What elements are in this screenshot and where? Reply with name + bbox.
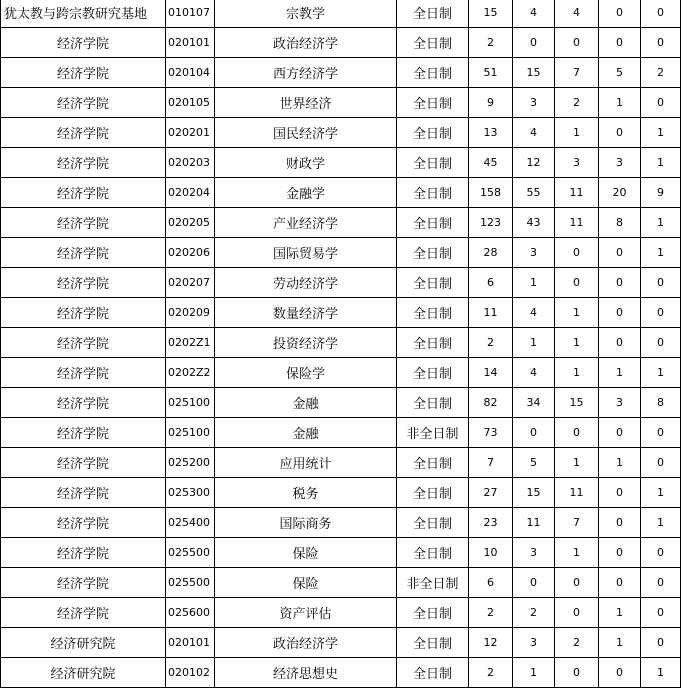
count-1-cell: 10 — [469, 538, 513, 568]
table-row — [1, 88, 681, 118]
major-code-cell: 0202Z2 — [166, 358, 215, 388]
count-5-cell: 0 — [641, 448, 681, 478]
count-4-cell: 0 — [599, 568, 641, 598]
study-mode-cell: 全日制 — [397, 28, 469, 58]
count-3-cell: 7 — [555, 508, 599, 538]
count-4-cell: 1 — [599, 88, 641, 118]
study-mode-cell: 全日制 — [397, 448, 469, 478]
table-row — [1, 328, 681, 358]
count-5-cell: 1 — [641, 358, 681, 388]
major-name-cell: 产业经济学 — [215, 208, 397, 238]
college-cell: 经济学院 — [1, 238, 166, 268]
college-cell: 经济学院 — [1, 538, 166, 568]
count-5-cell: 0 — [641, 568, 681, 598]
count-3-cell: 0 — [555, 418, 599, 448]
college-cell: 经济学院 — [1, 178, 166, 208]
major-name-cell: 保险学 — [215, 358, 397, 388]
count-1-cell: 23 — [469, 508, 513, 538]
table-row — [1, 118, 681, 148]
count-4-cell: 0 — [599, 28, 641, 58]
count-2-cell: 55 — [513, 178, 555, 208]
count-1-cell: 2 — [469, 598, 513, 628]
count-4-cell: 0 — [599, 0, 641, 28]
college-cell: 经济学院 — [1, 388, 166, 418]
count-4-cell: 1 — [599, 358, 641, 388]
count-1-cell: 2 — [469, 328, 513, 358]
study-mode-cell: 全日制 — [397, 148, 469, 178]
study-mode-cell: 全日制 — [397, 538, 469, 568]
count-5-cell: 0 — [641, 0, 681, 28]
count-4-cell: 0 — [599, 238, 641, 268]
major-name-cell: 资产评估 — [215, 598, 397, 628]
table-row — [1, 508, 681, 538]
count-2-cell: 12 — [513, 148, 555, 178]
count-2-cell: 15 — [513, 478, 555, 508]
count-4-cell: 0 — [599, 478, 641, 508]
count-4-cell: 1 — [599, 598, 641, 628]
table-row — [1, 478, 681, 508]
study-mode-cell: 全日制 — [397, 508, 469, 538]
count-5-cell: 1 — [641, 478, 681, 508]
count-4-cell: 1 — [599, 448, 641, 478]
count-4-cell: 20 — [599, 178, 641, 208]
count-1-cell: 27 — [469, 478, 513, 508]
count-1-cell: 12 — [469, 628, 513, 658]
count-5-cell: 0 — [641, 538, 681, 568]
major-code-cell: 020101 — [166, 628, 215, 658]
count-3-cell: 0 — [555, 598, 599, 628]
count-1-cell: 2 — [469, 28, 513, 58]
study-mode-cell: 全日制 — [397, 658, 469, 688]
major-name-cell: 国民经济学 — [215, 118, 397, 148]
count-5-cell: 0 — [641, 598, 681, 628]
major-name-cell: 经济思想史 — [215, 658, 397, 688]
table-row — [1, 658, 681, 688]
count-4-cell: 8 — [599, 208, 641, 238]
table-row — [1, 148, 681, 178]
college-cell: 经济学院 — [1, 148, 166, 178]
major-code-cell: 010107 — [166, 0, 215, 28]
count-4-cell: 1 — [599, 628, 641, 658]
table-row — [1, 298, 681, 328]
table-row — [1, 358, 681, 388]
count-3-cell: 11 — [555, 178, 599, 208]
count-3-cell: 0 — [555, 568, 599, 598]
major-name-cell: 金融 — [215, 418, 397, 448]
count-4-cell: 0 — [599, 298, 641, 328]
college-cell: 经济学院 — [1, 298, 166, 328]
table-body — [1, 0, 681, 688]
major-code-cell: 025600 — [166, 598, 215, 628]
count-1-cell: 13 — [469, 118, 513, 148]
college-cell: 经济学院 — [1, 328, 166, 358]
count-5-cell: 1 — [641, 208, 681, 238]
study-mode-cell: 全日制 — [397, 88, 469, 118]
count-4-cell: 3 — [599, 388, 641, 418]
count-2-cell: 3 — [513, 238, 555, 268]
major-code-cell: 025500 — [166, 538, 215, 568]
college-cell: 经济学院 — [1, 478, 166, 508]
major-name-cell: 保险 — [215, 568, 397, 598]
count-2-cell: 0 — [513, 418, 555, 448]
college-cell: 经济学院 — [1, 88, 166, 118]
study-mode-cell: 全日制 — [397, 58, 469, 88]
major-name-cell: 税务 — [215, 478, 397, 508]
count-4-cell: 0 — [599, 328, 641, 358]
count-2-cell: 4 — [513, 0, 555, 28]
table-row — [1, 418, 681, 448]
count-5-cell: 8 — [641, 388, 681, 418]
count-5-cell: 0 — [641, 298, 681, 328]
count-3-cell: 1 — [555, 538, 599, 568]
count-5-cell: 1 — [641, 118, 681, 148]
study-mode-cell: 非全日制 — [397, 418, 469, 448]
table-row — [1, 448, 681, 478]
count-5-cell: 0 — [641, 628, 681, 658]
count-3-cell: 11 — [555, 478, 599, 508]
count-5-cell: 1 — [641, 508, 681, 538]
college-cell: 经济学院 — [1, 208, 166, 238]
count-3-cell: 1 — [555, 328, 599, 358]
major-code-cell: 020201 — [166, 118, 215, 148]
count-5-cell: 0 — [641, 88, 681, 118]
major-code-cell: 020205 — [166, 208, 215, 238]
major-code-cell: 025100 — [166, 418, 215, 448]
major-code-cell: 020101 — [166, 28, 215, 58]
major-code-cell: 025500 — [166, 568, 215, 598]
table-row — [1, 208, 681, 238]
count-2-cell: 3 — [513, 88, 555, 118]
count-2-cell: 4 — [513, 298, 555, 328]
major-code-cell: 020203 — [166, 148, 215, 178]
count-3-cell: 0 — [555, 238, 599, 268]
count-5-cell: 0 — [641, 328, 681, 358]
college-cell: 犹太教与跨宗教研究基地 — [1, 0, 166, 28]
college-cell: 经济学院 — [1, 358, 166, 388]
study-mode-cell: 全日制 — [397, 358, 469, 388]
count-5-cell: 1 — [641, 148, 681, 178]
count-5-cell: 2 — [641, 58, 681, 88]
major-name-cell: 应用统计 — [215, 448, 397, 478]
college-cell: 经济学院 — [1, 118, 166, 148]
count-3-cell: 2 — [555, 88, 599, 118]
count-4-cell: 0 — [599, 538, 641, 568]
count-2-cell: 3 — [513, 538, 555, 568]
count-3-cell: 4 — [555, 0, 599, 28]
table-row — [1, 388, 681, 418]
count-3-cell: 0 — [555, 268, 599, 298]
count-3-cell: 1 — [555, 448, 599, 478]
count-1-cell: 14 — [469, 358, 513, 388]
major-name-cell: 宗教学 — [215, 0, 397, 28]
major-name-cell: 政治经济学 — [215, 28, 397, 58]
major-code-cell: 020105 — [166, 88, 215, 118]
count-2-cell: 3 — [513, 628, 555, 658]
count-4-cell: 5 — [599, 58, 641, 88]
count-1-cell: 158 — [469, 178, 513, 208]
college-cell: 经济学院 — [1, 508, 166, 538]
count-1-cell: 15 — [469, 0, 513, 28]
count-2-cell: 2 — [513, 598, 555, 628]
count-3-cell: 1 — [555, 118, 599, 148]
college-cell: 经济研究院 — [1, 628, 166, 658]
count-4-cell: 0 — [599, 658, 641, 688]
count-4-cell: 0 — [599, 118, 641, 148]
table-row — [1, 238, 681, 268]
count-2-cell: 1 — [513, 658, 555, 688]
study-mode-cell: 全日制 — [397, 598, 469, 628]
table-row — [1, 28, 681, 58]
college-cell: 经济研究院 — [1, 658, 166, 688]
count-1-cell: 123 — [469, 208, 513, 238]
major-code-cell: 025200 — [166, 448, 215, 478]
table-row — [1, 58, 681, 88]
table-row — [1, 598, 681, 628]
study-mode-cell: 全日制 — [397, 178, 469, 208]
count-2-cell: 4 — [513, 358, 555, 388]
study-mode-cell: 全日制 — [397, 478, 469, 508]
count-1-cell: 6 — [469, 568, 513, 598]
count-2-cell: 1 — [513, 328, 555, 358]
count-1-cell: 6 — [469, 268, 513, 298]
count-2-cell: 0 — [513, 568, 555, 598]
count-1-cell: 73 — [469, 418, 513, 448]
count-2-cell: 1 — [513, 268, 555, 298]
major-code-cell: 020207 — [166, 268, 215, 298]
count-4-cell: 0 — [599, 508, 641, 538]
college-cell: 经济学院 — [1, 58, 166, 88]
table-row — [1, 268, 681, 298]
study-mode-cell: 非全日制 — [397, 568, 469, 598]
count-5-cell: 0 — [641, 28, 681, 58]
count-3-cell: 11 — [555, 208, 599, 238]
study-mode-cell: 全日制 — [397, 208, 469, 238]
major-code-cell: 020206 — [166, 238, 215, 268]
count-3-cell: 0 — [555, 28, 599, 58]
count-2-cell: 43 — [513, 208, 555, 238]
college-cell: 经济学院 — [1, 448, 166, 478]
count-5-cell: 9 — [641, 178, 681, 208]
table-row — [1, 568, 681, 598]
count-5-cell: 1 — [641, 238, 681, 268]
count-3-cell: 1 — [555, 358, 599, 388]
count-1-cell: 7 — [469, 448, 513, 478]
study-mode-cell: 全日制 — [397, 628, 469, 658]
major-name-cell: 世界经济 — [215, 88, 397, 118]
count-3-cell: 0 — [555, 658, 599, 688]
count-5-cell: 0 — [641, 418, 681, 448]
major-code-cell: 025100 — [166, 388, 215, 418]
count-5-cell: 1 — [641, 658, 681, 688]
major-name-cell: 保险 — [215, 538, 397, 568]
count-3-cell: 7 — [555, 58, 599, 88]
major-name-cell: 财政学 — [215, 148, 397, 178]
major-code-cell: 020204 — [166, 178, 215, 208]
major-code-cell: 0202Z1 — [166, 328, 215, 358]
major-name-cell: 投资经济学 — [215, 328, 397, 358]
major-name-cell: 金融学 — [215, 178, 397, 208]
college-cell: 经济学院 — [1, 268, 166, 298]
count-4-cell: 0 — [599, 418, 641, 448]
count-1-cell: 51 — [469, 58, 513, 88]
major-name-cell: 金融 — [215, 388, 397, 418]
count-3-cell: 1 — [555, 298, 599, 328]
table-row — [1, 628, 681, 658]
count-1-cell: 11 — [469, 298, 513, 328]
study-mode-cell: 全日制 — [397, 118, 469, 148]
college-cell: 经济学院 — [1, 568, 166, 598]
count-2-cell: 0 — [513, 28, 555, 58]
college-cell: 经济学院 — [1, 598, 166, 628]
major-name-cell: 劳动经济学 — [215, 268, 397, 298]
major-name-cell: 数量经济学 — [215, 298, 397, 328]
count-2-cell: 4 — [513, 118, 555, 148]
count-5-cell: 0 — [641, 268, 681, 298]
count-1-cell: 45 — [469, 148, 513, 178]
study-mode-cell: 全日制 — [397, 388, 469, 418]
count-2-cell: 5 — [513, 448, 555, 478]
study-mode-cell: 全日制 — [397, 298, 469, 328]
table-row — [1, 0, 681, 28]
count-4-cell: 3 — [599, 148, 641, 178]
table-row — [1, 538, 681, 568]
table-row — [1, 178, 681, 208]
count-2-cell: 34 — [513, 388, 555, 418]
count-4-cell: 0 — [599, 268, 641, 298]
study-mode-cell: 全日制 — [397, 238, 469, 268]
count-3-cell: 3 — [555, 148, 599, 178]
major-name-cell: 国际贸易学 — [215, 238, 397, 268]
count-2-cell: 15 — [513, 58, 555, 88]
college-cell: 经济学院 — [1, 28, 166, 58]
count-1-cell: 82 — [469, 388, 513, 418]
count-2-cell: 11 — [513, 508, 555, 538]
study-mode-cell: 全日制 — [397, 0, 469, 28]
major-code-cell: 025400 — [166, 508, 215, 538]
study-mode-cell: 全日制 — [397, 268, 469, 298]
count-1-cell: 2 — [469, 658, 513, 688]
study-mode-cell: 全日制 — [397, 328, 469, 358]
major-name-cell: 西方经济学 — [215, 58, 397, 88]
major-code-cell: 020104 — [166, 58, 215, 88]
count-3-cell: 2 — [555, 628, 599, 658]
college-cell: 经济学院 — [1, 418, 166, 448]
major-code-cell: 020102 — [166, 658, 215, 688]
count-3-cell: 15 — [555, 388, 599, 418]
major-name-cell: 国际商务 — [215, 508, 397, 538]
count-1-cell: 9 — [469, 88, 513, 118]
major-code-cell: 025300 — [166, 478, 215, 508]
count-1-cell: 28 — [469, 238, 513, 268]
major-name-cell: 政治经济学 — [215, 628, 397, 658]
major-code-cell: 020209 — [166, 298, 215, 328]
